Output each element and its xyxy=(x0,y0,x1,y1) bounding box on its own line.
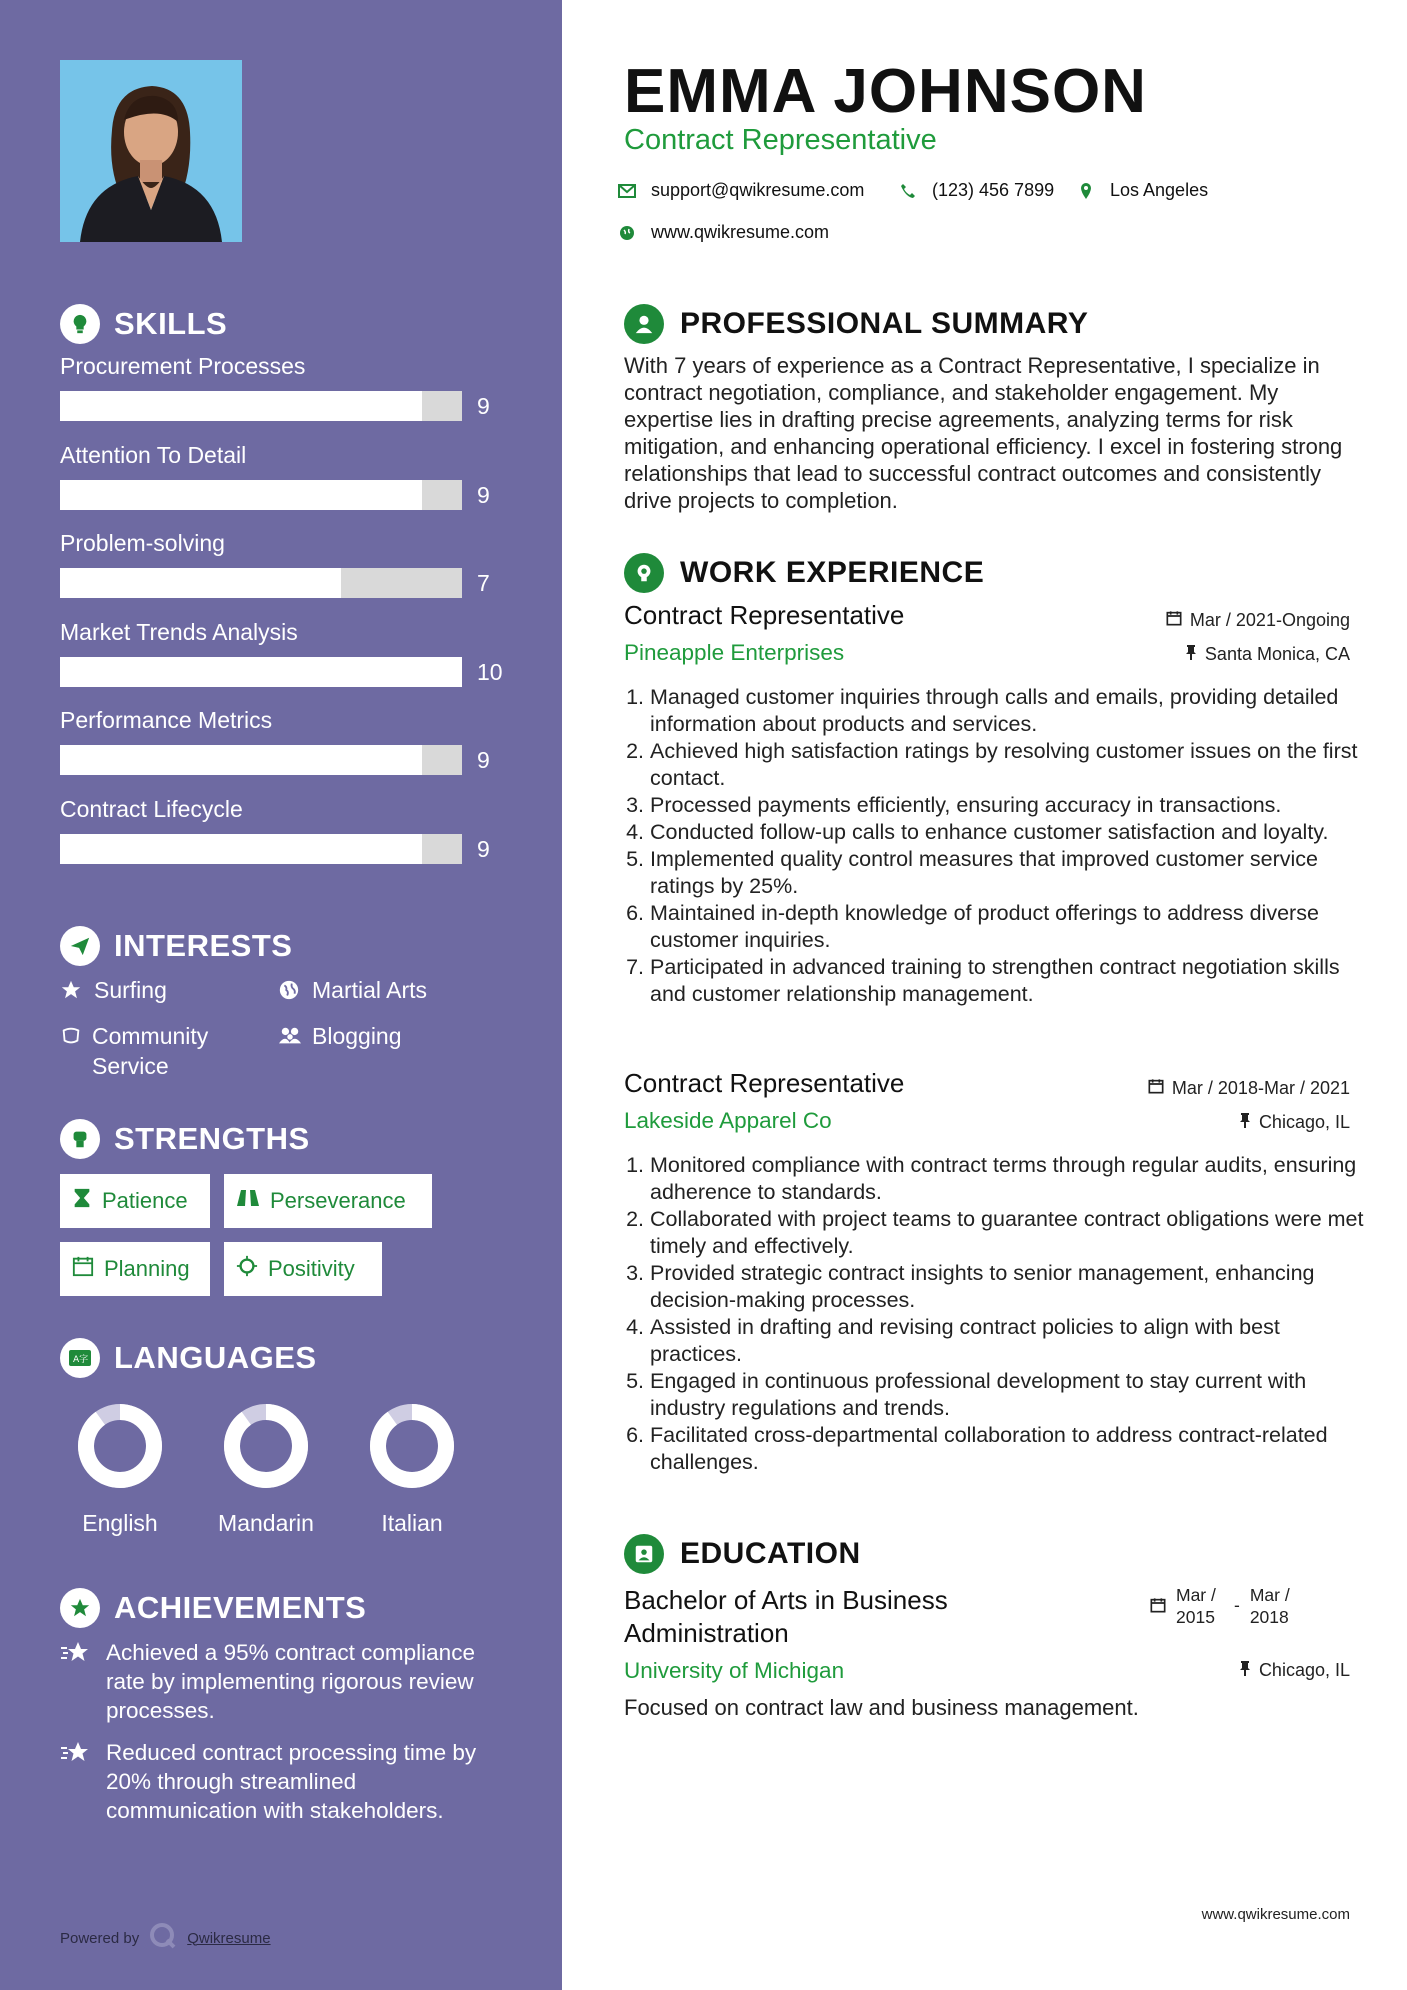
job-company: Pineapple Enterprises xyxy=(624,640,845,665)
job-title: Contract Representative xyxy=(624,1068,905,1098)
candidate-role: Contract Representative xyxy=(624,124,937,156)
responsibility-item: 5. Implemented quality control measures that improved customer service ratings by 25%. xyxy=(626,847,1318,898)
skill-name: Performance Metrics xyxy=(60,707,273,733)
skill-score: 9 xyxy=(477,393,490,419)
map-marker-icon xyxy=(1076,182,1096,200)
skill-bar-fill xyxy=(60,480,422,510)
powered-by: Powered by Qwikresume xyxy=(60,1922,271,1954)
responsibility-item: 7. Participated in advanced training to strengthen contract negotiation skills and customer relationship management. xyxy=(626,955,1340,1006)
language-donut xyxy=(220,1400,312,1492)
lightbulb-icon xyxy=(60,304,100,344)
pushpin-icon xyxy=(1239,1112,1251,1133)
pushpin-icon xyxy=(1239,1660,1251,1681)
responsibility-item: 4. Assisted in drafting and revising contract policies to align with best practices. xyxy=(626,1315,1280,1366)
skill-score: 9 xyxy=(477,747,490,773)
responsibility-item: 1. Managed customer inquiries through calls and emails, providing detailed information about products and services. xyxy=(626,685,1339,736)
hourglass-icon xyxy=(72,1187,92,1215)
interests-heading: INTERESTS xyxy=(60,926,292,966)
responsibility-list xyxy=(624,684,1364,1008)
skill-bar xyxy=(60,834,462,864)
road-icon xyxy=(236,1188,260,1214)
users-icon xyxy=(278,1021,302,1051)
envelope-icon xyxy=(617,184,637,198)
language-icon xyxy=(60,1338,100,1378)
sidebar xyxy=(0,0,562,1990)
responsibility-item: 2. Collaborated with project teams to guarantee contract obligations were met timely and effectively. xyxy=(626,1207,1364,1258)
responsibility-list xyxy=(624,1152,1364,1476)
skill-bar xyxy=(60,745,462,775)
strength-tag: Patience xyxy=(60,1174,210,1228)
contact-website[interactable]: www.qwikresume.com xyxy=(617,222,829,243)
strengths-heading: STRENGTHS xyxy=(60,1119,310,1159)
calendar-icon xyxy=(72,1255,94,1283)
phone-icon xyxy=(898,183,918,199)
languages-heading: A字 LANGUAGES xyxy=(60,1338,317,1378)
pushpin-icon xyxy=(1185,644,1197,665)
profile-photo xyxy=(60,60,242,242)
contact-phone[interactable]: (123) 456 7899 xyxy=(898,180,1054,201)
skill-score: 7 xyxy=(477,570,490,596)
language-item xyxy=(50,1400,190,1537)
interest-item: Blogging xyxy=(278,1021,402,1051)
language-item xyxy=(196,1400,336,1537)
strength-tag: Planning xyxy=(60,1242,210,1296)
job-company: Lakeside Apparel Co xyxy=(624,1108,832,1133)
education-dates: Mar / 2015 - Mar / 2018 xyxy=(1150,1584,1298,1628)
interest-item: Surfing xyxy=(60,975,167,1005)
calendar-icon xyxy=(1148,1078,1164,1099)
footer-website-link[interactable]: www.qwikresume.com xyxy=(1201,1906,1350,1923)
shooting-star-icon xyxy=(60,1738,92,1825)
language-item xyxy=(342,1400,482,1537)
language-donut xyxy=(366,1400,458,1492)
skill-bar-fill xyxy=(60,391,422,421)
skill-score: 9 xyxy=(477,482,490,508)
calendar-icon xyxy=(1150,1584,1166,1628)
responsibility-item: 6. Facilitated cross-departmental collaboration to address contract-related challenges. xyxy=(626,1423,1328,1474)
shooting-star-icon xyxy=(60,1638,92,1725)
responsibility-item: 3. Processed payments efficiently, ensuring accuracy in transactions. xyxy=(626,793,1282,817)
calendar-icon xyxy=(1166,610,1182,631)
user-icon xyxy=(624,304,664,344)
qwikresume-logo-icon xyxy=(149,1922,177,1954)
responsibility-item: 3. Provided strategic contract insights to senior management, enhancing decision-making processes. xyxy=(626,1261,1315,1312)
briefcase-icon xyxy=(624,553,664,593)
main-content xyxy=(562,0,1407,1990)
skill-bar-fill xyxy=(60,745,422,775)
candidate-name: EMMA JOHNSON xyxy=(624,57,1147,126)
responsibility-item: 1. Monitored compliance with contract terms through regular audits, ensuring adherence to standards. xyxy=(626,1153,1357,1204)
ribbon-icon xyxy=(60,1021,82,1051)
svg-text:A字: A字 xyxy=(73,1355,89,1365)
skills-heading: SKILLS xyxy=(60,304,227,344)
skill-score: 10 xyxy=(477,659,503,685)
skill-bar-fill xyxy=(60,657,462,687)
skill-name: Market Trends Analysis xyxy=(60,619,298,645)
achievement-item: Achieved a 95% contract compliance rate by implementing rigorous review processes. xyxy=(60,1638,486,1725)
language-label: Mandarin xyxy=(218,1510,314,1536)
responsibility-item: 4. Conducted follow-up calls to enhance customer satisfaction and loyalty. xyxy=(626,820,1329,844)
skill-bar xyxy=(60,480,462,510)
globe-icon xyxy=(617,225,637,241)
sun-icon xyxy=(236,1255,258,1283)
degree-title: Bachelor of Arts in Business Administration xyxy=(624,1585,948,1648)
responsibility-item: 5. Engaged in continuous professional development to stay current with industry regulations and trends. xyxy=(626,1369,1307,1420)
achievement-item: Reduced contract processing time by 20% through streamlined communication with stakeholders. xyxy=(60,1738,486,1825)
strength-tag: Positivity xyxy=(224,1242,382,1296)
language-label: Italian xyxy=(381,1510,443,1536)
job-title: Contract Representative xyxy=(624,600,905,630)
responsibility-item: 6. Maintained in-depth knowledge of product offerings to address diverse customer inquiries. xyxy=(626,901,1319,952)
skill-bar xyxy=(60,391,462,421)
skill-bar xyxy=(60,657,462,687)
graduate-icon xyxy=(624,1534,664,1574)
skill-name: Problem-solving xyxy=(60,530,225,556)
interest-item: Community Service xyxy=(60,1021,240,1081)
school-name: University of Michigan xyxy=(624,1658,845,1683)
job-location: Chicago, IL xyxy=(1239,1112,1350,1133)
work-heading: WORK EXPERIENCE xyxy=(624,553,984,593)
contact-location: Los Angeles xyxy=(1076,180,1208,201)
responsibility-item: 2. Achieved high satisfaction ratings by resolving customer issues on the first contact. xyxy=(626,739,1358,790)
language-donut xyxy=(74,1400,166,1492)
job-date: Mar / 2018-Mar / 2021 xyxy=(1148,1078,1350,1099)
skill-bar-fill xyxy=(60,834,422,864)
education-description: Focused on contract law and business management. xyxy=(624,1695,1139,1720)
summary-heading: PROFESSIONAL SUMMARY xyxy=(624,304,1088,344)
skill-name: Procurement Processes xyxy=(60,353,306,379)
job-location: Santa Monica, CA xyxy=(1185,644,1350,665)
fist-icon xyxy=(60,1119,100,1159)
contact-email[interactable]: support@qwikresume.com xyxy=(617,180,864,201)
skill-name: Attention To Detail xyxy=(60,442,247,468)
skill-name: Contract Lifecycle xyxy=(60,796,243,822)
strength-tag: Perseverance xyxy=(224,1174,432,1228)
summary-text: With 7 years of experience as a Contract Representative, I specialize in contract negotiation, compliance, and stakeholder engagement. My expertise lies in drafting precise agreements, analyzing terms for risk mitigation, and enhancing operational efficiency. I excel in fostering strong relationships that lead to successful contract outcomes and consistently drive projects to completion. xyxy=(624,353,1343,513)
education-location: Chicago, IL xyxy=(1239,1660,1350,1681)
skill-bar xyxy=(60,568,462,598)
star-icon xyxy=(60,975,84,1005)
education-heading: EDUCATION xyxy=(624,1534,861,1574)
globe-icon xyxy=(278,975,302,1005)
interest-item: Martial Arts xyxy=(278,975,427,1005)
skill-score: 9 xyxy=(477,836,490,862)
paper-plane-icon xyxy=(60,926,100,966)
skill-bar-fill xyxy=(60,568,341,598)
qwikresume-link[interactable]: Qwikresume xyxy=(187,1929,271,1947)
job-date: Mar / 2021-Ongoing xyxy=(1166,610,1350,631)
achievements-heading: ACHIEVEMENTS xyxy=(60,1588,366,1628)
language-label: English xyxy=(82,1510,158,1536)
star-badge-icon xyxy=(60,1588,100,1628)
